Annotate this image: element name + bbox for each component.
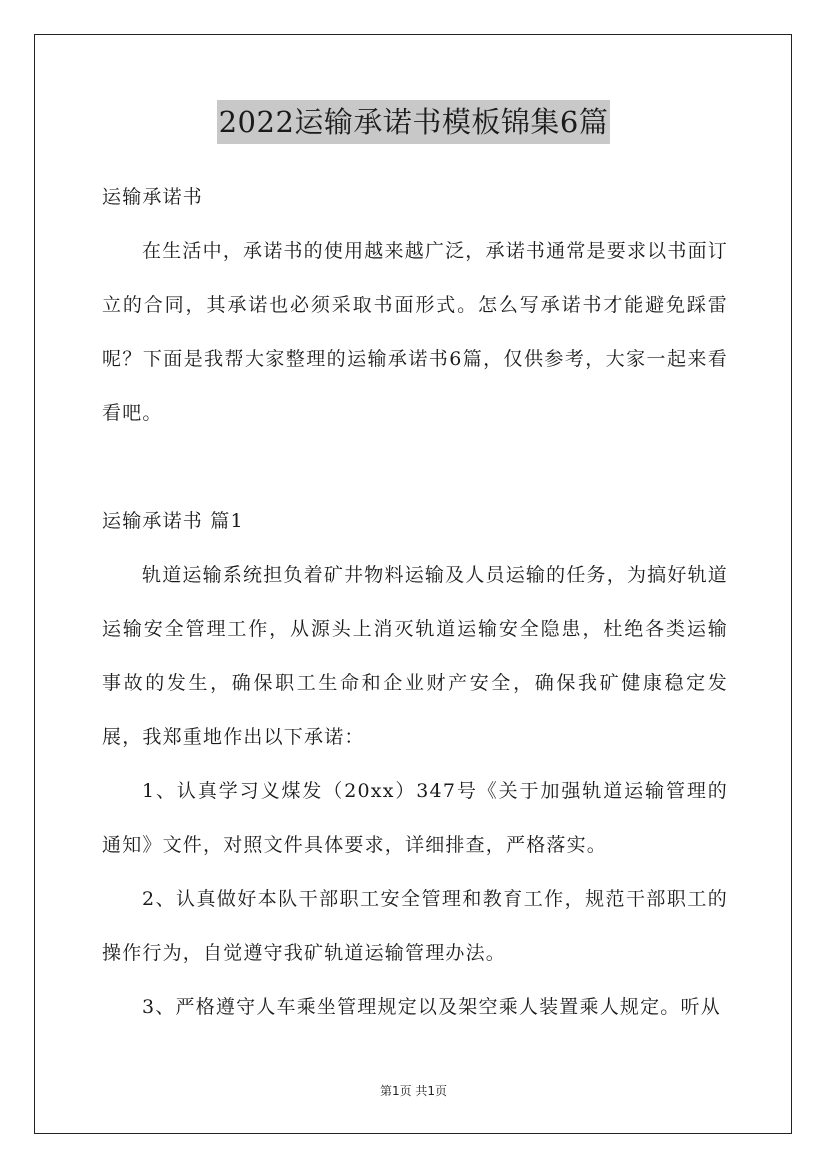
spacer xyxy=(102,440,728,494)
page-number: 第1页 共1页 xyxy=(379,1084,448,1098)
part1-paragraph-2: 1、认真学习义煤发（20xx）347号《关于加强轨道运输管理的通知》文件，对照文件具体要求，详细排查，严格落实。 xyxy=(102,780,728,856)
intro-paragraph: 在生活中，承诺书的使用越来越广泛，承诺书通常是要求以书面订立的合同，其承诺也必须采取书面形式。怎么写承诺书才能避免踩雷呢？下面是我帮大家整理的运输承诺书6篇，仅供参考，大家一起来看看吧。 xyxy=(102,240,728,424)
document-title: 2022运输承诺书模板锦集6篇 xyxy=(217,100,611,144)
page-footer xyxy=(0,1082,827,1099)
part1-heading: 运输承诺书 篇1 xyxy=(102,510,244,532)
section-heading: 运输承诺书 xyxy=(102,186,204,208)
part1-paragraph-4: 3、严格遵守人车乘坐管理规定以及架空乘人装置乘人规定。听从 xyxy=(142,996,721,1018)
title-container xyxy=(0,100,827,144)
part1-paragraph-3: 2、认真做好本队干部职工安全管理和教育工作，规范干部职工的操作行为，自觉遵守我矿轨道运输管理办法。 xyxy=(102,888,728,964)
part1-paragraph-1: 轨道运输系统担负着矿井物料运输及人员运输的任务，为搞好轨道运输安全管理工作，从源头上消灭轨道运输安全隐患，杜绝各类运输事故的发生，确保职工生命和企业财产安全，确保我矿健康稳定发展，我郑重地作出以下承诺： xyxy=(102,564,728,748)
document-body xyxy=(102,170,728,1034)
